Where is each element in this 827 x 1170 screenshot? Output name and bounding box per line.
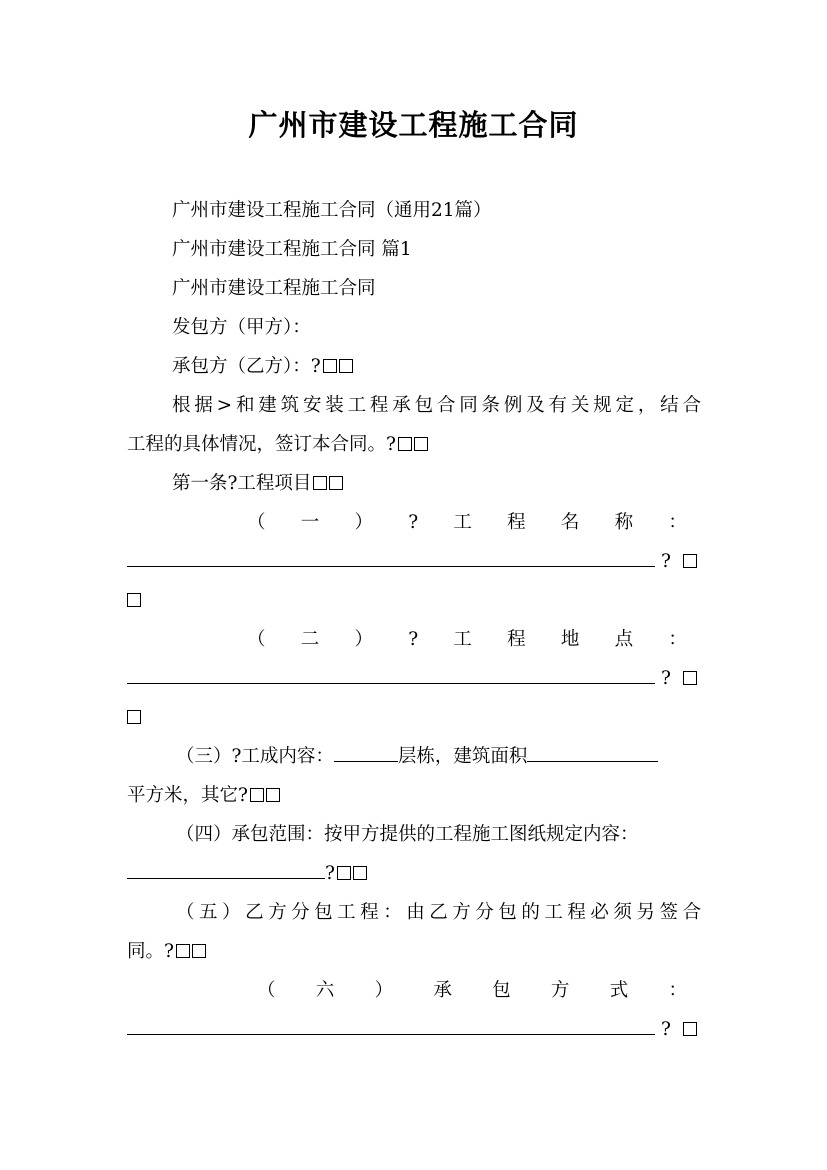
fill-in-line[interactable] — [127, 669, 655, 684]
placeholder-row — [127, 589, 141, 613]
paragraph-basis-line2: 工程的具体情况，签订本合同。? — [127, 433, 428, 457]
fill-in-line[interactable] — [127, 1020, 655, 1035]
section-heading: 广州市建设工程施工合同 篇1 — [172, 239, 412, 260]
contract-method-blank: ? — [127, 1018, 697, 1042]
contract-scope-line2: ? — [127, 862, 367, 886]
placeholder-box-icon — [176, 944, 190, 958]
paragraph-basis-line1: 根据>和建筑安装工程承包合同条例及有关规定，结合 — [172, 395, 701, 416]
construction-content-line1: （三）?工成内容： 层栋，建筑面积 — [176, 745, 658, 769]
placeholder-box-icon — [266, 788, 280, 802]
project-name-blank: ? — [127, 550, 697, 574]
construction-content-line2: 平方米，其它? — [127, 784, 280, 808]
contract-name: 广州市建设工程施工合同 — [172, 278, 376, 299]
project-name-label: （ 一 ） ? 工 程 名 称 ： — [247, 512, 687, 533]
placeholder-box-icon — [683, 554, 697, 568]
fill-in-line[interactable] — [127, 552, 655, 567]
placeholder-box-icon — [250, 788, 264, 802]
placeholder-box-icon — [313, 476, 327, 490]
scope-blank[interactable] — [127, 864, 325, 879]
article-one-heading: 第一条?工程项目 — [172, 472, 343, 496]
placeholder-row — [127, 706, 141, 730]
page-title: 广州市建设工程施工合同 — [248, 108, 579, 142]
project-location-label: （ 二 ） ? 工 程 地 点 ： — [247, 629, 687, 650]
subcontract-line1: （五）乙方分包工程：由乙方分包的工程必须另签合 — [176, 902, 701, 923]
placeholder-box-icon — [127, 710, 141, 724]
placeholder-box-icon — [337, 866, 351, 880]
placeholder-box-icon — [127, 593, 141, 607]
project-location-blank: ? — [127, 667, 697, 691]
placeholder-box-icon — [329, 476, 343, 490]
placeholder-box-icon — [339, 359, 353, 373]
party-a-line: 发包方（甲方）： — [172, 317, 311, 338]
placeholder-box-icon — [353, 866, 367, 880]
placeholder-box-icon — [398, 437, 412, 451]
placeholder-box-icon — [414, 437, 428, 451]
area-blank[interactable] — [527, 747, 658, 762]
placeholder-box-icon — [192, 944, 206, 958]
floors-blank[interactable] — [334, 747, 398, 762]
subcontract-line2: 同。? — [127, 940, 206, 964]
doc-subtitle: 广州市建设工程施工合同（通用21篇） — [172, 200, 492, 221]
placeholder-box-icon — [683, 1022, 697, 1036]
party-b-line: 承包方（乙方）：? — [172, 355, 353, 379]
contract-scope-line1: （四）承包范围：按甲方提供的工程施工图纸规定内容： — [176, 824, 639, 845]
placeholder-box-icon — [323, 359, 337, 373]
contract-method-label: （ 六 ） 承 包 方 式 ： — [257, 980, 687, 1001]
placeholder-box-icon — [683, 671, 697, 685]
